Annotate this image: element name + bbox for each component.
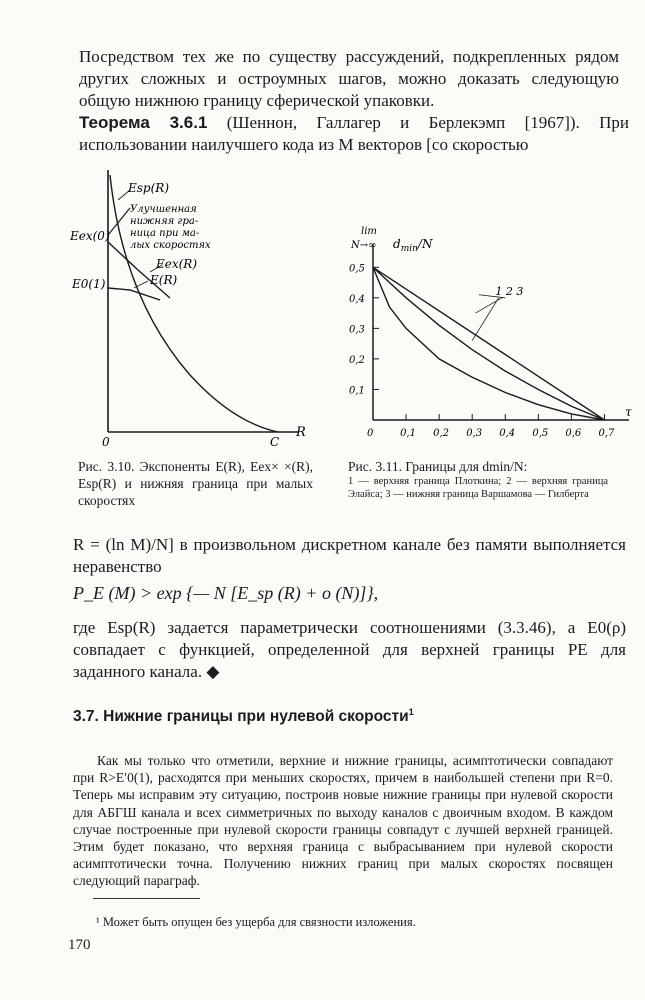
fig311-y-tick-label: 0,3 [349,324,365,336]
fig310-label-c: C [270,435,280,449]
fig310-label-improved-1: Улучшенная [130,204,197,215]
theorem-statement [79,112,629,156]
figure-3-11 [345,222,640,450]
section-body: Как мы только что отметили, верхние и нижние границы, асимптотически совпадают при R>E′0(1), расходятся при меньших скоростях, причем в наибольшей степени при R=0. Теперь мы исправим эту ситуацию, построив новые нижние границы при нулевой скорости для АБГШ канала и всех симметричных по выходу каналов с двоичным входом. В каждом случае построенные при нулевой скорости границы совпадут с лучшей верхней границей. Этим будет показано, что верхняя граница с выбрасыванием при нулевой скорости асимптотически точна. Получению нижних границ при малых скоростях посвящен следующий параграф. [73,753,613,889]
fig311-y-tick-label: 0,4 [349,293,365,305]
fig311-x-tick-label: 0,1 [400,428,416,439]
inequality: P_E (M) > exp {— N [E_sp (R) + o (N)]}, [73,583,379,603]
footnote-rule [93,898,200,899]
fig311-series-annotation: 1 2 3 [495,284,524,298]
section-footnote-mark: 1 [408,707,414,717]
figure-3-11-chart [345,222,640,450]
theorem-label: Теорема 3.6.1 [79,113,208,132]
figure-3-11-caption-legend: 1 — верхняя граница Плоткина; 2 — верхняя граница Элайса; 3 — нижняя граница Варшамова — Гилберта [348,476,608,500]
fig310-label-e01: E0(1) [72,277,106,291]
page-number: 170 [68,937,91,953]
fig310-label-eex0: Eex(0) [70,229,110,243]
figure-3-10-caption: Рис. 3.10. Экспоненты E(R), Eex× ×(R), Esp(R) и нижняя граница при малых скоростях [78,459,313,508]
fig310-origin: 0 [102,435,110,449]
fig311-x-tick-label: 0,3 [466,428,483,439]
fig310-label-eex: Eex(R) [156,257,198,271]
fig311-x-tick-label: 0,2 [433,428,450,439]
fig311-title-ratio: $d_{min}/N$ [393,237,433,254]
section-title-text: 3.7. Нижние границы при нулевой скорости [73,708,409,726]
section-title [73,707,414,726]
fig311-x-tick-label: 0,7 [598,428,615,439]
fig311-x-tick-label: 0,6 [565,428,582,439]
figure-3-10-plot [70,170,320,450]
fig311-y-tick-label: 0,5 [349,263,365,275]
where-paragraph: где Esp(R) задается параметрически соотношениями (3.3.46), а E0(ρ) совпадает с функцией, определенной для верхней границы PE для заданного канала. ◆ [73,618,626,681]
fig311-x-tick-label: 0,4 [499,428,516,439]
fig310-label-improved-2: нижняя гра- [130,216,199,227]
fig311-leader-1 [472,298,498,341]
figure-3-11-caption [348,458,608,501]
equation-line: R = (ln M)/N] в произвольном дискретном канале без памяти выполняется неравенство [73,535,626,576]
fig310-e-curve [108,288,160,300]
footnote: ¹ Может быть опущен без ущерба для связности изложения. [96,915,416,929]
fig311-series-1 [373,267,605,420]
fig310-label-improved-3: ница при ма- [130,228,200,239]
fig311-y-tick-label: 0,2 [349,354,365,366]
fig311-y-tick-label: 0,1 [349,385,365,397]
fig310-label-r: R [296,425,306,440]
intro-paragraph: Посредством тех же по существу рассуждений, подкрепленных рядом других сложных и остроумных шагов, можно доказать следующую общую нижнюю границу сферической упаковки. [79,47,619,110]
fig310-label-esp: Esp(R) [128,181,169,195]
fig311-title-limit: N→∞ [351,240,377,251]
fig311-leader-2 [476,298,502,313]
fig311-x-tick-label: 0 [367,428,374,439]
theorem-text: (Шеннон, Галлагер и Берлекэмп [1967]). При использовании наилучшего кода из M векторов [со скоростью [79,113,629,154]
figure-3-11-caption-title: Рис. 3.11. Границы для dmin/N: [348,459,528,474]
fig311-title-lim: lim [361,226,377,237]
fig310-label-e: E(R) [150,273,178,287]
fig310-label-improved-4: лых скоростях [130,240,211,251]
figure-3-10 [70,170,320,450]
fig311-x-label: τ [625,405,632,419]
fig311-x-tick-label: 0,5 [532,428,549,439]
